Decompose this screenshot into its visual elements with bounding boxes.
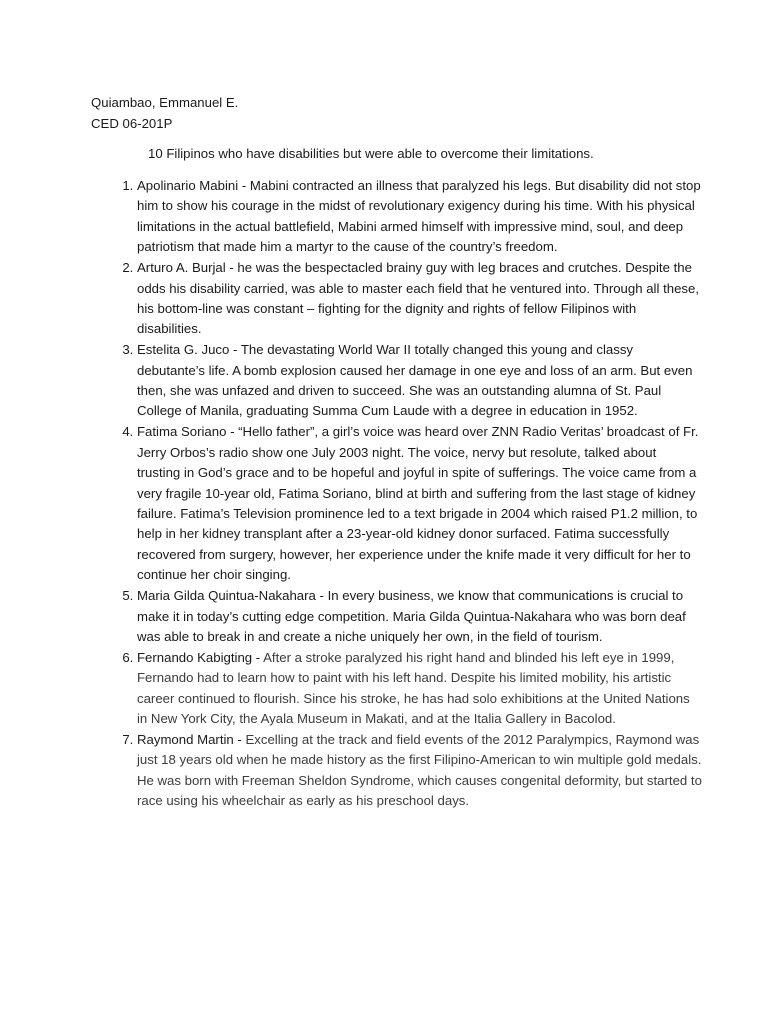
list-item: [137, 730, 703, 812]
person-name: Fernando Kabigting -: [137, 649, 261, 665]
person-name: Maria Gilda Quintua-Nakahara -: [137, 588, 324, 604]
person-name: Arturo A. Burjal -: [137, 260, 234, 276]
person-description: In every business, we know that communications is crucial to make it in today’s cutting edge competition. Maria Gilda Quintua-Nakahara who was born deaf was able to break in and create a niche uniquely her own, in the field of tourism.: [137, 588, 686, 644]
person-name: Fatima Soriano -: [137, 424, 235, 440]
person-description: Mabini contracted an illness that paralyzed his legs. But disability did not stop him to show his courage in the midst of revolutionary exigency during his time. With his physical limitations in the actual battlefield, Mabini armed himself with impressive mind, soul, and deep patriotism that made him a martyr to the cause of the country’s freedom.: [137, 178, 701, 255]
author-name: Quiambao, Emmanuel E.: [91, 95, 239, 110]
list-item: [137, 258, 703, 340]
person-description: The devastating World War II totally changed this young and classy debutante’s life. A bomb explosion caused her damage in one eye and loss of an arm. But even then, she was unfazed and driven to succeed. She was an outstanding alumna of St. Paul College of Manila, graduating Summa Cum Laude with a degree in education in 1952.: [137, 342, 693, 419]
person-name: Estelita G. Juco -: [137, 342, 238, 358]
list-item: [137, 422, 703, 585]
person-name: Raymond Martin -: [137, 731, 242, 747]
list-item: [137, 648, 703, 730]
list-item: [137, 176, 703, 258]
person-name: Apolinario Mabini -: [137, 178, 247, 193]
person-description: “Hello father”, a girl’s voice was heard over ZNN Radio Veritas’ broadcast of Fr. Jerry Orbos’s radio show one July 2003 night. The voice, nervy but resolute, talked about trusting in God’s grace and to be hopeful and joyful in spite of sufferings. The voice came from a very fragile 10-year old, Fatima Soriano, blind at birth and suffering from the last stage of kidney failure. Fatima’s Television prominence led to a text brigade in 2004 which raised P1.2 million, to help in her kidney transplant after a 23-year-old kidney donor surfaced. Fatima successfully recovered from surgery, however, her experience under the knife made it very difficult for her to continue her choir singing.: [137, 424, 699, 583]
filipinos-list: [108, 176, 703, 812]
list-item: [137, 586, 703, 647]
document-header: [91, 93, 238, 134]
section-code: CED 06-201P: [91, 115, 173, 131]
person-description: After a stroke paralyzed his right hand and blinded his left eye in 1999, Fernando had to learn how to paint with his left hand. Despite his limited mobility, his artistic career continued to flourish. Since his stroke, he has had solo exhibitions at the United Nations in New York City, the Ayala Museum in Makati, and at the Italia Gallery in Bacolod.: [137, 649, 690, 727]
person-description: Excelling at the track and field events of the 2012 Paralympics, Raymond was just 18 years old when he made history as the first Filipino-American to win multiple gold medals. He was born with Freeman Sheldon Syndrome, which causes congenital deformity, but started to race using his wheelchair as early as his preschool days.: [137, 731, 702, 809]
person-description: he was the bespectacled brainy guy with leg braces and crutches. Despite the odds his disability carried, was able to master each field that he ventured into. Through all these, his bottom-line was constant – fighting for the dignity and rights of fellow Filipinos with disabilities.: [137, 260, 700, 337]
list-item: [137, 340, 703, 422]
document-title: 10 Filipinos who have disabilities but were able to overcome their limitations.: [148, 146, 594, 161]
